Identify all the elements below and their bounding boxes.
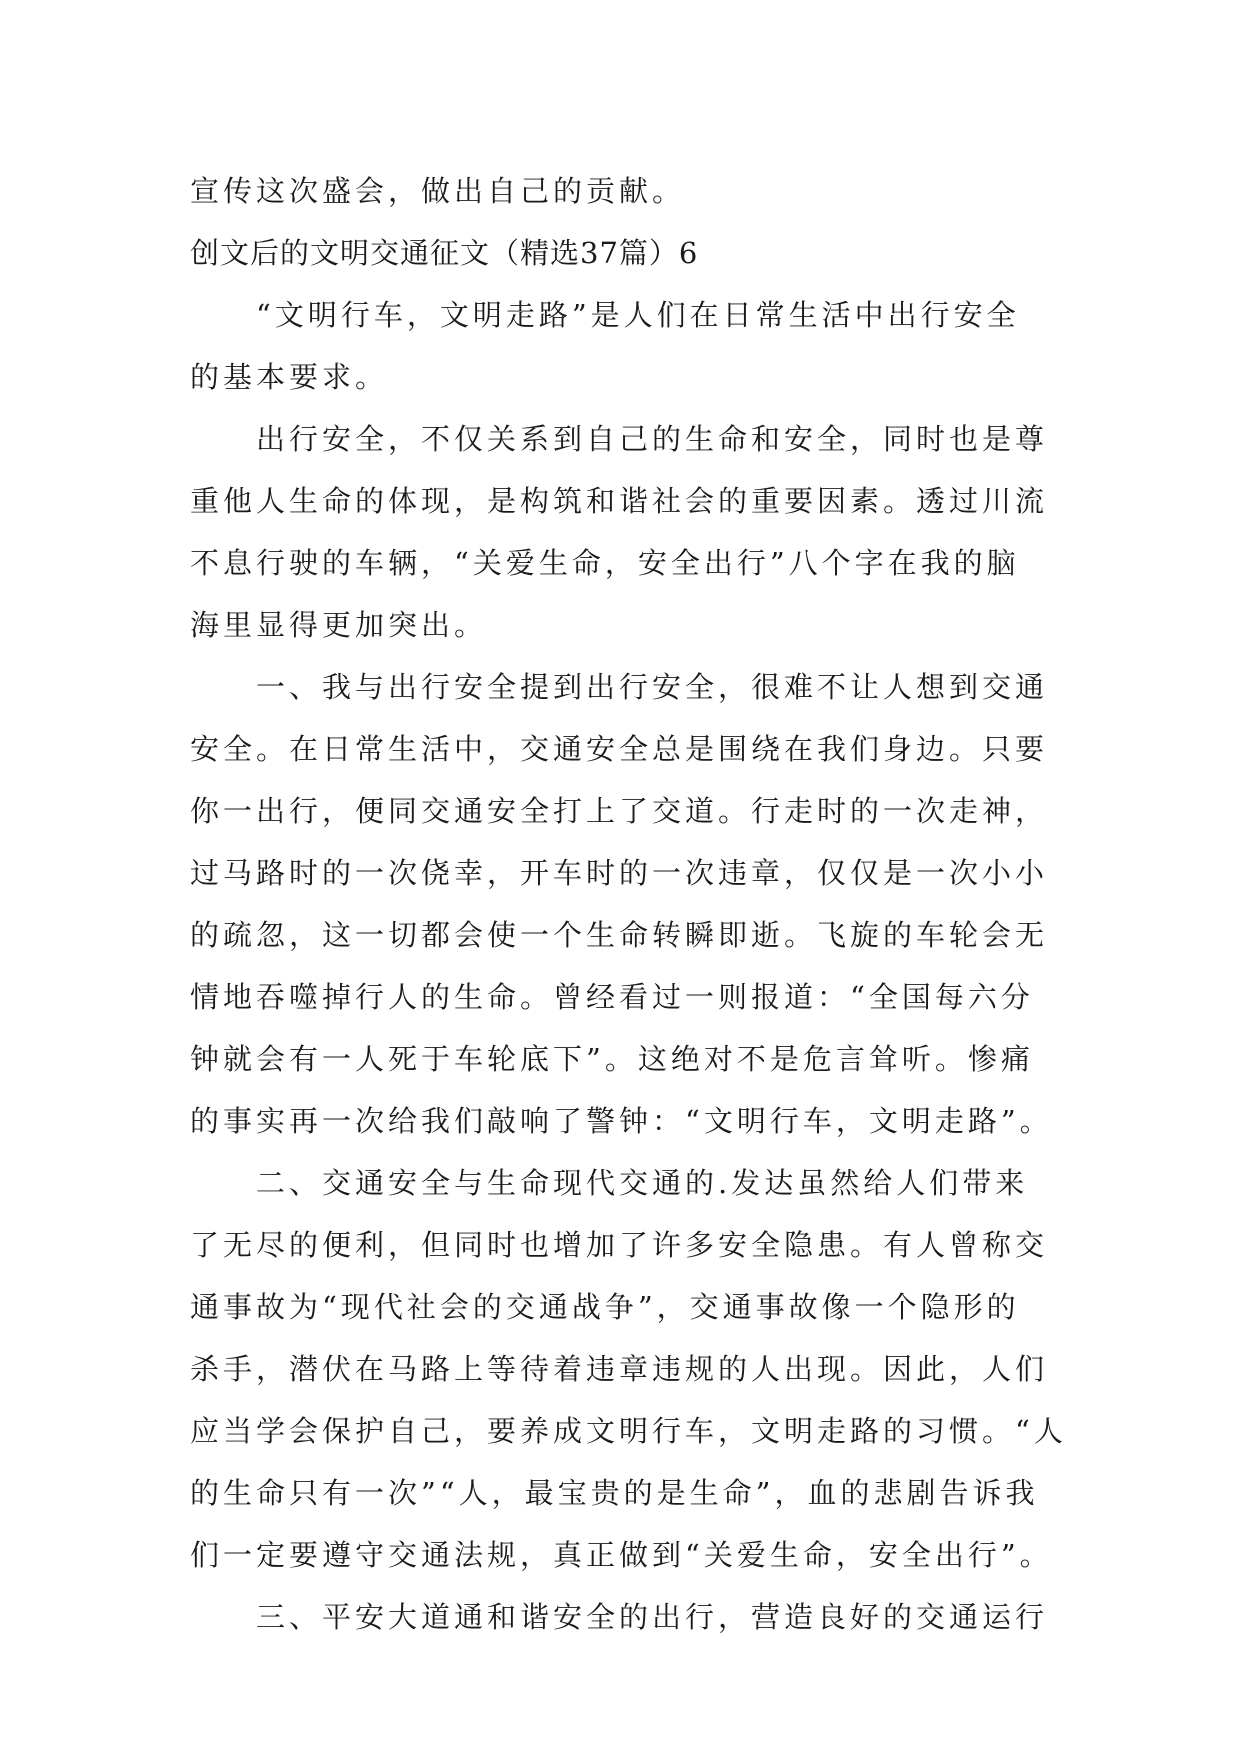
text-line: 应当学会保护自己，要养成文明行车，文明走路的习惯。“人 [190,1414,1067,1448]
text-line: 了无尽的便利，但同时也增加了许多安全隐患。有人曾称交 [190,1228,1049,1262]
paragraph-first-line: 二、交通安全与生命现代交通的.发达虽然给人们带来 [256,1166,1029,1200]
text-line: 宣传这次盛会，做出自己的贡献。 [190,174,686,208]
text-line: 你一出行，便同交通安全打上了交道。行走时的一次走神， [190,794,1049,828]
text-line: 们一定要遵守交通法规，真正做到“关爱生命，安全出行”。 [190,1538,1053,1572]
text-line: 杀手，潜伏在马路上等待着违章违规的人出现。因此，人们 [190,1352,1049,1386]
text-line: 海里显得更加突出。 [190,608,488,642]
text-line: 安全。在日常生活中，交通安全总是围绕在我们身边。只要 [190,732,1049,766]
text-line: 重他人生命的体现，是构筑和谐社会的重要因素。透过川流 [190,484,1049,518]
text-line: 的基本要求。 [190,360,389,394]
text-line: 的事实再一次给我们敲响了警钟：“文明行车，文明走路”。 [190,1104,1053,1138]
text-line: 通事故为“现代社会的交通战争”，交通事故像一个隐形的 [190,1290,1020,1324]
paragraph-first-line: 三、平安大道通和谐安全的出行，营造良好的交通运行 [256,1600,1049,1634]
paragraph-first-line: 一、我与出行安全提到出行安全，很难不让人想到交通 [256,670,1049,704]
text-line: 的疏忽，这一切都会使一个生命转瞬即逝。飞旋的车轮会无 [190,918,1049,952]
text-line: 情地吞噬掉行人的生命。曾经看过一则报道：“全国每六分 [190,980,1034,1014]
text-line: 钟就会有一人死于车轮底下”。这绝对不是危言耸听。惨痛 [190,1042,1034,1076]
text-line: 不息行驶的车辆，“关爱生命，安全出行”八个字在我的脑 [190,546,1020,580]
section-heading: 创文后的文明交通征文（精选37篇）6 [190,236,699,270]
paragraph-first-line: “文明行车，文明走路”是人们在日常生活中出行安全 [256,298,1020,332]
text-line: 过马路时的一次侥幸，开车时的一次违章，仅仅是一次小小 [190,856,1049,890]
paragraph-first-line: 出行安全，不仅关系到自己的生命和安全，同时也是尊 [256,422,1049,456]
text-line: 的生命只有一次”“人，最宝贵的是生命”，血的悲剧告诉我 [190,1476,1039,1510]
document-body [190,160,1070,1648]
